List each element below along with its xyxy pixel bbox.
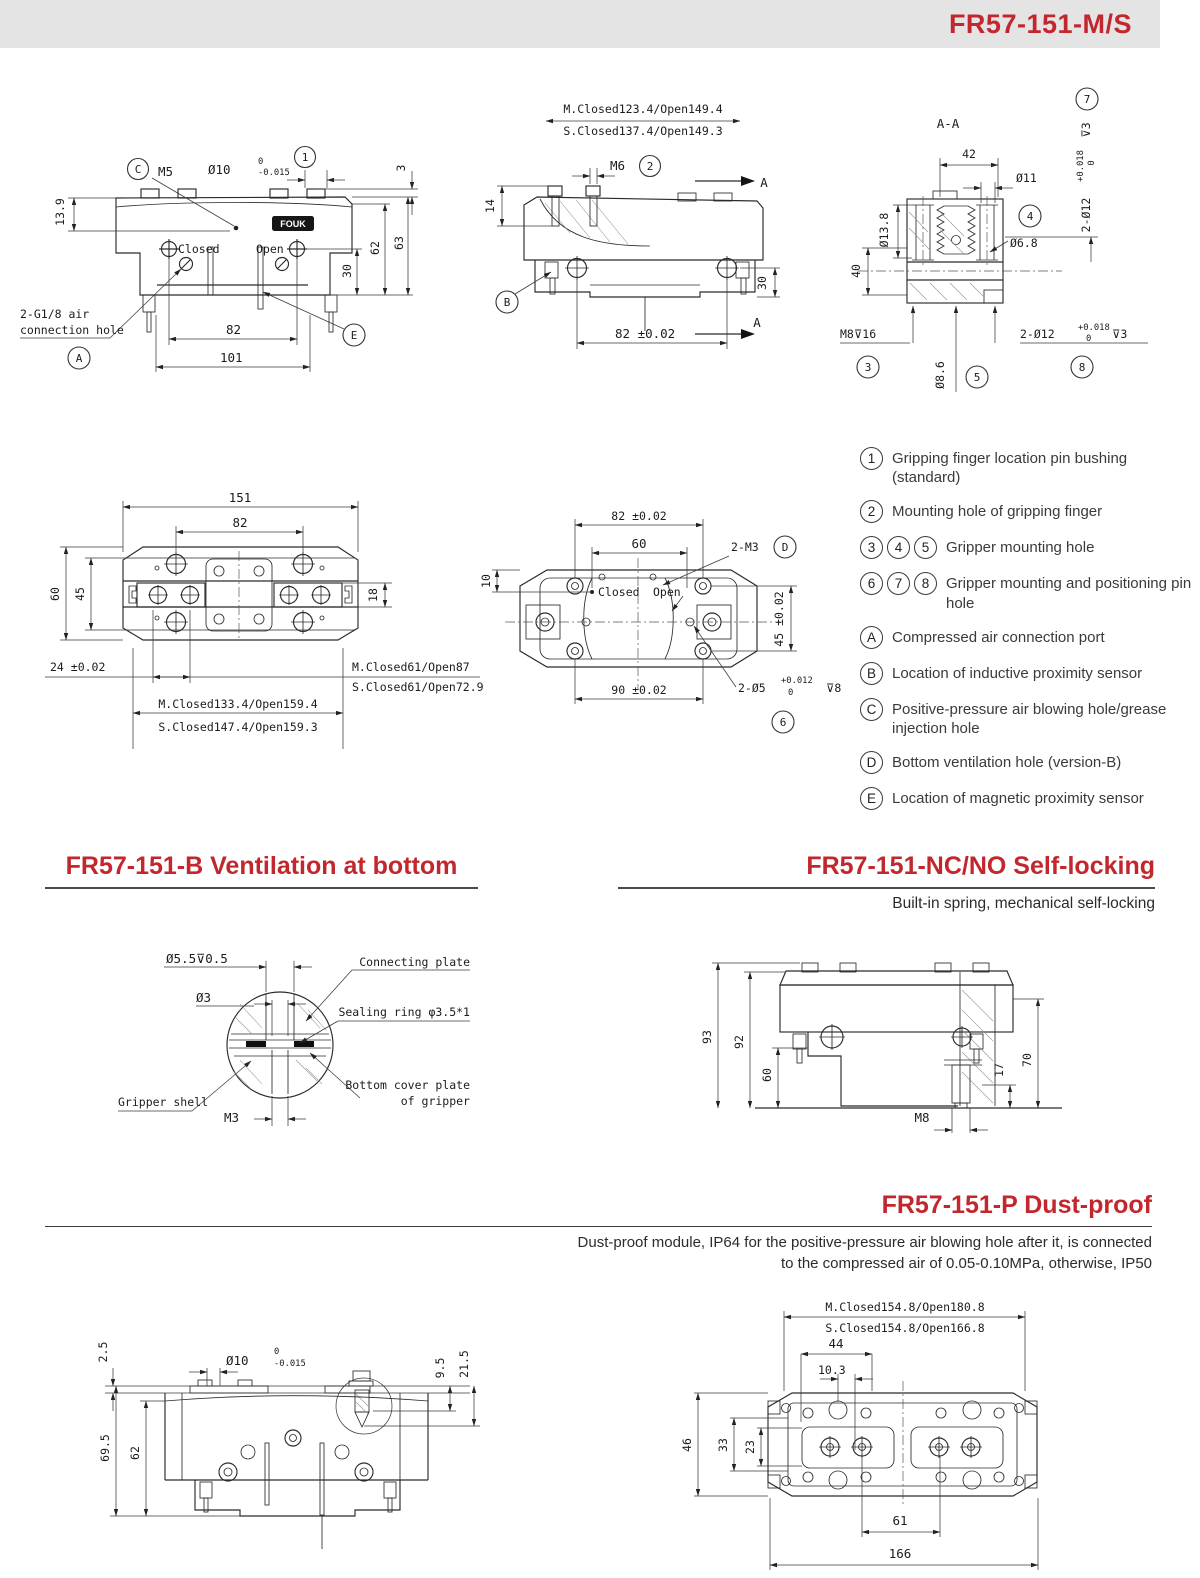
legend-item-d: D Bottom ventilation hole (version-B) xyxy=(860,751,1195,774)
section-title: FR57-151-NC/NO Self-locking xyxy=(806,852,1155,880)
tolerance-upper: 0 xyxy=(258,157,264,167)
side-dimensions xyxy=(497,121,780,349)
lock-body xyxy=(755,963,1062,1108)
svg-text:5: 5 xyxy=(973,371,981,384)
dim-label: 30 xyxy=(340,264,354,278)
dim-label: 101 xyxy=(220,350,243,365)
dim-label: 46 xyxy=(680,1438,694,1452)
dim-label: 90 ±0.02 xyxy=(611,683,667,697)
svg-text:D: D xyxy=(781,541,789,554)
section-ventilation-heading xyxy=(45,851,478,889)
balloon-6 xyxy=(772,711,794,733)
dim-label: 40 xyxy=(849,264,863,278)
stroke-dim-s-total: S.Closed147.4/Open159.3 xyxy=(158,720,318,734)
legend-item-3-4-5: 3 4 5 Gripper mounting hole xyxy=(860,536,1195,559)
svg-text:E: E xyxy=(350,329,358,342)
balloon-a xyxy=(68,347,90,369)
svg-text:B: B xyxy=(503,296,511,309)
dim-label: 18 xyxy=(366,588,380,602)
svg-text:8: 8 xyxy=(1078,361,1086,374)
legend-item-b: B Location of inductive proximity sensor xyxy=(860,662,1195,685)
legend xyxy=(860,447,1195,823)
heading-rule xyxy=(45,1226,1152,1227)
dim-label: Ø6.8 xyxy=(1010,236,1038,250)
badge-d: D xyxy=(860,751,883,774)
dim-label: 9.5 xyxy=(433,1357,447,1379)
tolerance-lower: 0 xyxy=(1087,160,1097,166)
dim-label: 82 ±0.02 xyxy=(615,326,676,341)
dim-label: 24 ±0.02 xyxy=(50,660,106,674)
dim-label: 2-Ø12 xyxy=(1079,197,1093,233)
dim-label: Ø8.6 xyxy=(933,361,947,389)
part-label-line1: Bottom cover plate xyxy=(345,1078,470,1092)
front-logo xyxy=(272,216,314,231)
dim-label: 17 xyxy=(992,1063,1006,1077)
legend-item-2: 2 Mounting hole of gripping finger xyxy=(860,500,1195,523)
aa-dimensions xyxy=(840,158,1148,392)
dim-label: 151 xyxy=(228,490,252,505)
dim-label: 92 xyxy=(732,1035,746,1049)
tolerance-upper: +0.018 xyxy=(1078,323,1110,333)
dim-label: 60 xyxy=(760,1068,774,1082)
thread-label: M6 xyxy=(610,158,626,173)
side-view-drawing xyxy=(460,78,820,390)
thread-label: M3 xyxy=(224,1110,240,1125)
badge-3: 3 xyxy=(860,536,883,559)
closed-label: Closed xyxy=(178,242,220,256)
air-note-line1: 2-G1/8 air xyxy=(20,307,90,321)
stroke-dim-s: S.Closed61/Open72.9 xyxy=(352,680,484,694)
dustproof-front-drawing xyxy=(58,1298,500,1578)
dim-label: 63 xyxy=(392,236,406,250)
dim-label: 45 ±0.02 xyxy=(772,591,786,647)
dim-label: 33 xyxy=(716,1438,730,1452)
thread-label: M5 xyxy=(158,164,174,179)
badge-c: C xyxy=(860,698,883,721)
badge-b: B xyxy=(860,662,883,685)
dim-label: 93 xyxy=(700,1030,714,1044)
badge-8: 8 xyxy=(914,572,937,595)
balloon-4 xyxy=(1019,205,1041,227)
legend-item-6-7-8: 6 7 8 Gripper mounting and positioning pin hole xyxy=(860,572,1195,612)
dim-label: 62 xyxy=(128,1446,142,1460)
balloon-5 xyxy=(966,366,988,388)
dim-label: 30 xyxy=(755,276,769,290)
dustproof-desc-line2: to the compressed air of 0.05-0.10MPa, otherwise, IP50 xyxy=(780,1255,1152,1273)
badge-4: 4 xyxy=(887,536,910,559)
legend-item-c: C Positive-pressure air blowing hole/grease injection hole xyxy=(860,698,1195,738)
thread-label: M8 xyxy=(914,1110,930,1125)
svg-text:6: 6 xyxy=(779,716,787,729)
bottom-view-drawing xyxy=(470,478,870,750)
legend-item-a: A Compressed air connection port xyxy=(860,626,1195,649)
thread-label: M8⊽16 xyxy=(840,327,877,341)
dim-label: 13.9 xyxy=(53,198,67,226)
dim-label: 82 ±0.02 xyxy=(611,509,667,523)
closed-label: Closed xyxy=(598,585,640,599)
dim-label: Ø3 xyxy=(196,990,212,1005)
page-title: FR57-151-M/S xyxy=(948,8,1132,39)
balloon-c xyxy=(128,159,149,180)
dim-label: 23 xyxy=(743,1440,757,1454)
section-label-a-top: A xyxy=(760,175,768,190)
section-selflocking-heading xyxy=(618,851,1155,913)
badge-7: 7 xyxy=(887,572,910,595)
top-dimensions xyxy=(45,501,480,749)
part-label: Gripper shell xyxy=(118,1095,209,1109)
dim-label: 70 xyxy=(1020,1053,1034,1067)
front-body xyxy=(116,189,352,332)
dim-label: 10 xyxy=(479,574,493,588)
ventilation-detail-drawing xyxy=(60,928,500,1158)
vent-body xyxy=(227,992,333,1098)
dim-label: 166 xyxy=(888,1546,912,1561)
section-label-a-bottom: A xyxy=(753,315,761,330)
brand-logo: FOUK xyxy=(280,219,306,229)
depth-label: ⊽3 xyxy=(1112,327,1128,341)
dust-bottom-body xyxy=(768,1381,1037,1506)
dim-label: Ø10 xyxy=(226,1353,249,1368)
section-title: A-A xyxy=(936,116,960,131)
balloon-2 xyxy=(640,156,661,177)
badge-6: 6 xyxy=(860,572,883,595)
dim-label: 2.5 xyxy=(96,1341,110,1363)
balloon-e xyxy=(343,324,365,346)
bottom-body xyxy=(505,558,782,690)
section-arrow-bottom xyxy=(741,329,755,339)
legend-item-e: E Location of magnetic proximity sensor xyxy=(860,787,1195,810)
stroke-dim-m: M.Closed154.8/Open180.8 xyxy=(825,1300,985,1314)
svg-text:2: 2 xyxy=(646,160,654,173)
badge-2: 2 xyxy=(860,500,883,523)
balloon-3 xyxy=(857,356,879,378)
dim-label: 14 xyxy=(483,199,497,213)
section-arrow-top xyxy=(741,176,755,186)
part-label-line2: of gripper xyxy=(400,1094,470,1108)
dim-label: 69.5 xyxy=(98,1434,112,1462)
header-band xyxy=(0,0,1160,48)
part-label: Connecting plate xyxy=(359,955,470,969)
tolerance-lower: -0.015 xyxy=(274,1359,306,1369)
dim-label: Ø11 xyxy=(1016,171,1037,185)
svg-text:A: A xyxy=(75,352,83,365)
front-view-drawing xyxy=(0,78,470,400)
balloon-7 xyxy=(1076,88,1098,110)
open-label: Open xyxy=(653,585,681,599)
stroke-dim-m-total: M.Closed133.4/Open159.4 xyxy=(158,697,318,711)
tolerance-upper: +0.018 xyxy=(1076,150,1086,182)
section-title: FR57-151-B Ventilation at bottom xyxy=(65,852,458,880)
top-body xyxy=(123,547,358,640)
badge-5: 5 xyxy=(914,536,937,559)
dim-label: Ø13.8 xyxy=(877,212,891,248)
badge-a: A xyxy=(860,626,883,649)
svg-text:7: 7 xyxy=(1083,93,1091,106)
tolerance-lower: 0 xyxy=(788,688,794,698)
open-label: Open xyxy=(256,242,284,256)
stroke-dim-s: S.Closed137.4/Open149.3 xyxy=(563,124,723,138)
stroke-dim-m: M.Closed123.4/Open149.4 xyxy=(563,102,723,116)
section-title: FR57-151-P Dust-proof xyxy=(881,1191,1152,1219)
dim-label: 42 xyxy=(962,147,976,161)
dim-label: Ø10 xyxy=(208,162,231,177)
tolerance-upper: +0.012 xyxy=(781,676,813,686)
heading-rule xyxy=(45,887,478,889)
section-aa-drawing xyxy=(820,78,1200,403)
legend-item-1: 1 Gripping finger location pin bushing (standard) xyxy=(860,447,1195,487)
balloon-8 xyxy=(1071,356,1093,378)
dim-label: 2-Ø5 xyxy=(738,681,766,695)
depth-label: ⊽3 xyxy=(1079,122,1093,138)
heading-rule xyxy=(618,887,1155,889)
air-note-line2: connection hole xyxy=(20,323,124,337)
dim-label: 60 xyxy=(48,587,62,601)
dim-label: 2-Ø12 xyxy=(1020,327,1055,341)
dim-label: Ø5.5⊽0.5 xyxy=(166,951,228,966)
part-label: Sealing ring φ3.5*1 xyxy=(338,1005,470,1019)
svg-text:3: 3 xyxy=(864,361,872,374)
selflocking-drawing xyxy=(658,918,1140,1158)
depth-label: ⊽8 xyxy=(826,681,842,695)
dim-label: 62 xyxy=(368,241,382,255)
dim-label: 21.5 xyxy=(457,1350,471,1378)
svg-text:C: C xyxy=(134,163,142,176)
balloon-b xyxy=(496,291,518,313)
dim-label: 60 xyxy=(631,536,647,551)
dim-label: 3 xyxy=(394,164,408,172)
svg-text:4: 4 xyxy=(1026,210,1034,223)
section-dustproof-heading xyxy=(45,1190,1152,1274)
top-view-drawing xyxy=(30,450,484,762)
dim-label: 44 xyxy=(828,1336,844,1351)
dim-label: 82 xyxy=(232,515,248,530)
stroke-dim-m: M.Closed61/Open87 xyxy=(352,660,470,674)
dim-label: 10.3 xyxy=(818,1363,846,1377)
badge-e: E xyxy=(860,787,883,810)
section-subtitle: Built-in spring, mechanical self-locking xyxy=(892,895,1155,913)
svg-text:1: 1 xyxy=(301,151,309,164)
balloon-d xyxy=(774,536,796,558)
dust-front-body xyxy=(105,1371,470,1549)
stroke-dim-s: S.Closed154.8/Open166.8 xyxy=(825,1321,985,1335)
thread-label: 2-M3 xyxy=(731,540,759,554)
dustproof-bottom-drawing xyxy=(658,1285,1200,1578)
dustproof-desc-line1: Dust-proof module, IP64 for the positive-pressure air blowing hole after it, is connected xyxy=(577,1234,1152,1252)
dim-label: 82 xyxy=(226,322,242,337)
badge-1: 1 xyxy=(860,447,883,470)
tolerance-lower: 0 xyxy=(1086,334,1092,344)
tolerance-lower: -0.015 xyxy=(258,168,290,178)
dim-label: 61 xyxy=(892,1513,908,1528)
tolerance-upper: 0 xyxy=(274,1347,280,1357)
dim-label: 45 xyxy=(73,587,87,601)
balloon-1 xyxy=(295,147,316,168)
